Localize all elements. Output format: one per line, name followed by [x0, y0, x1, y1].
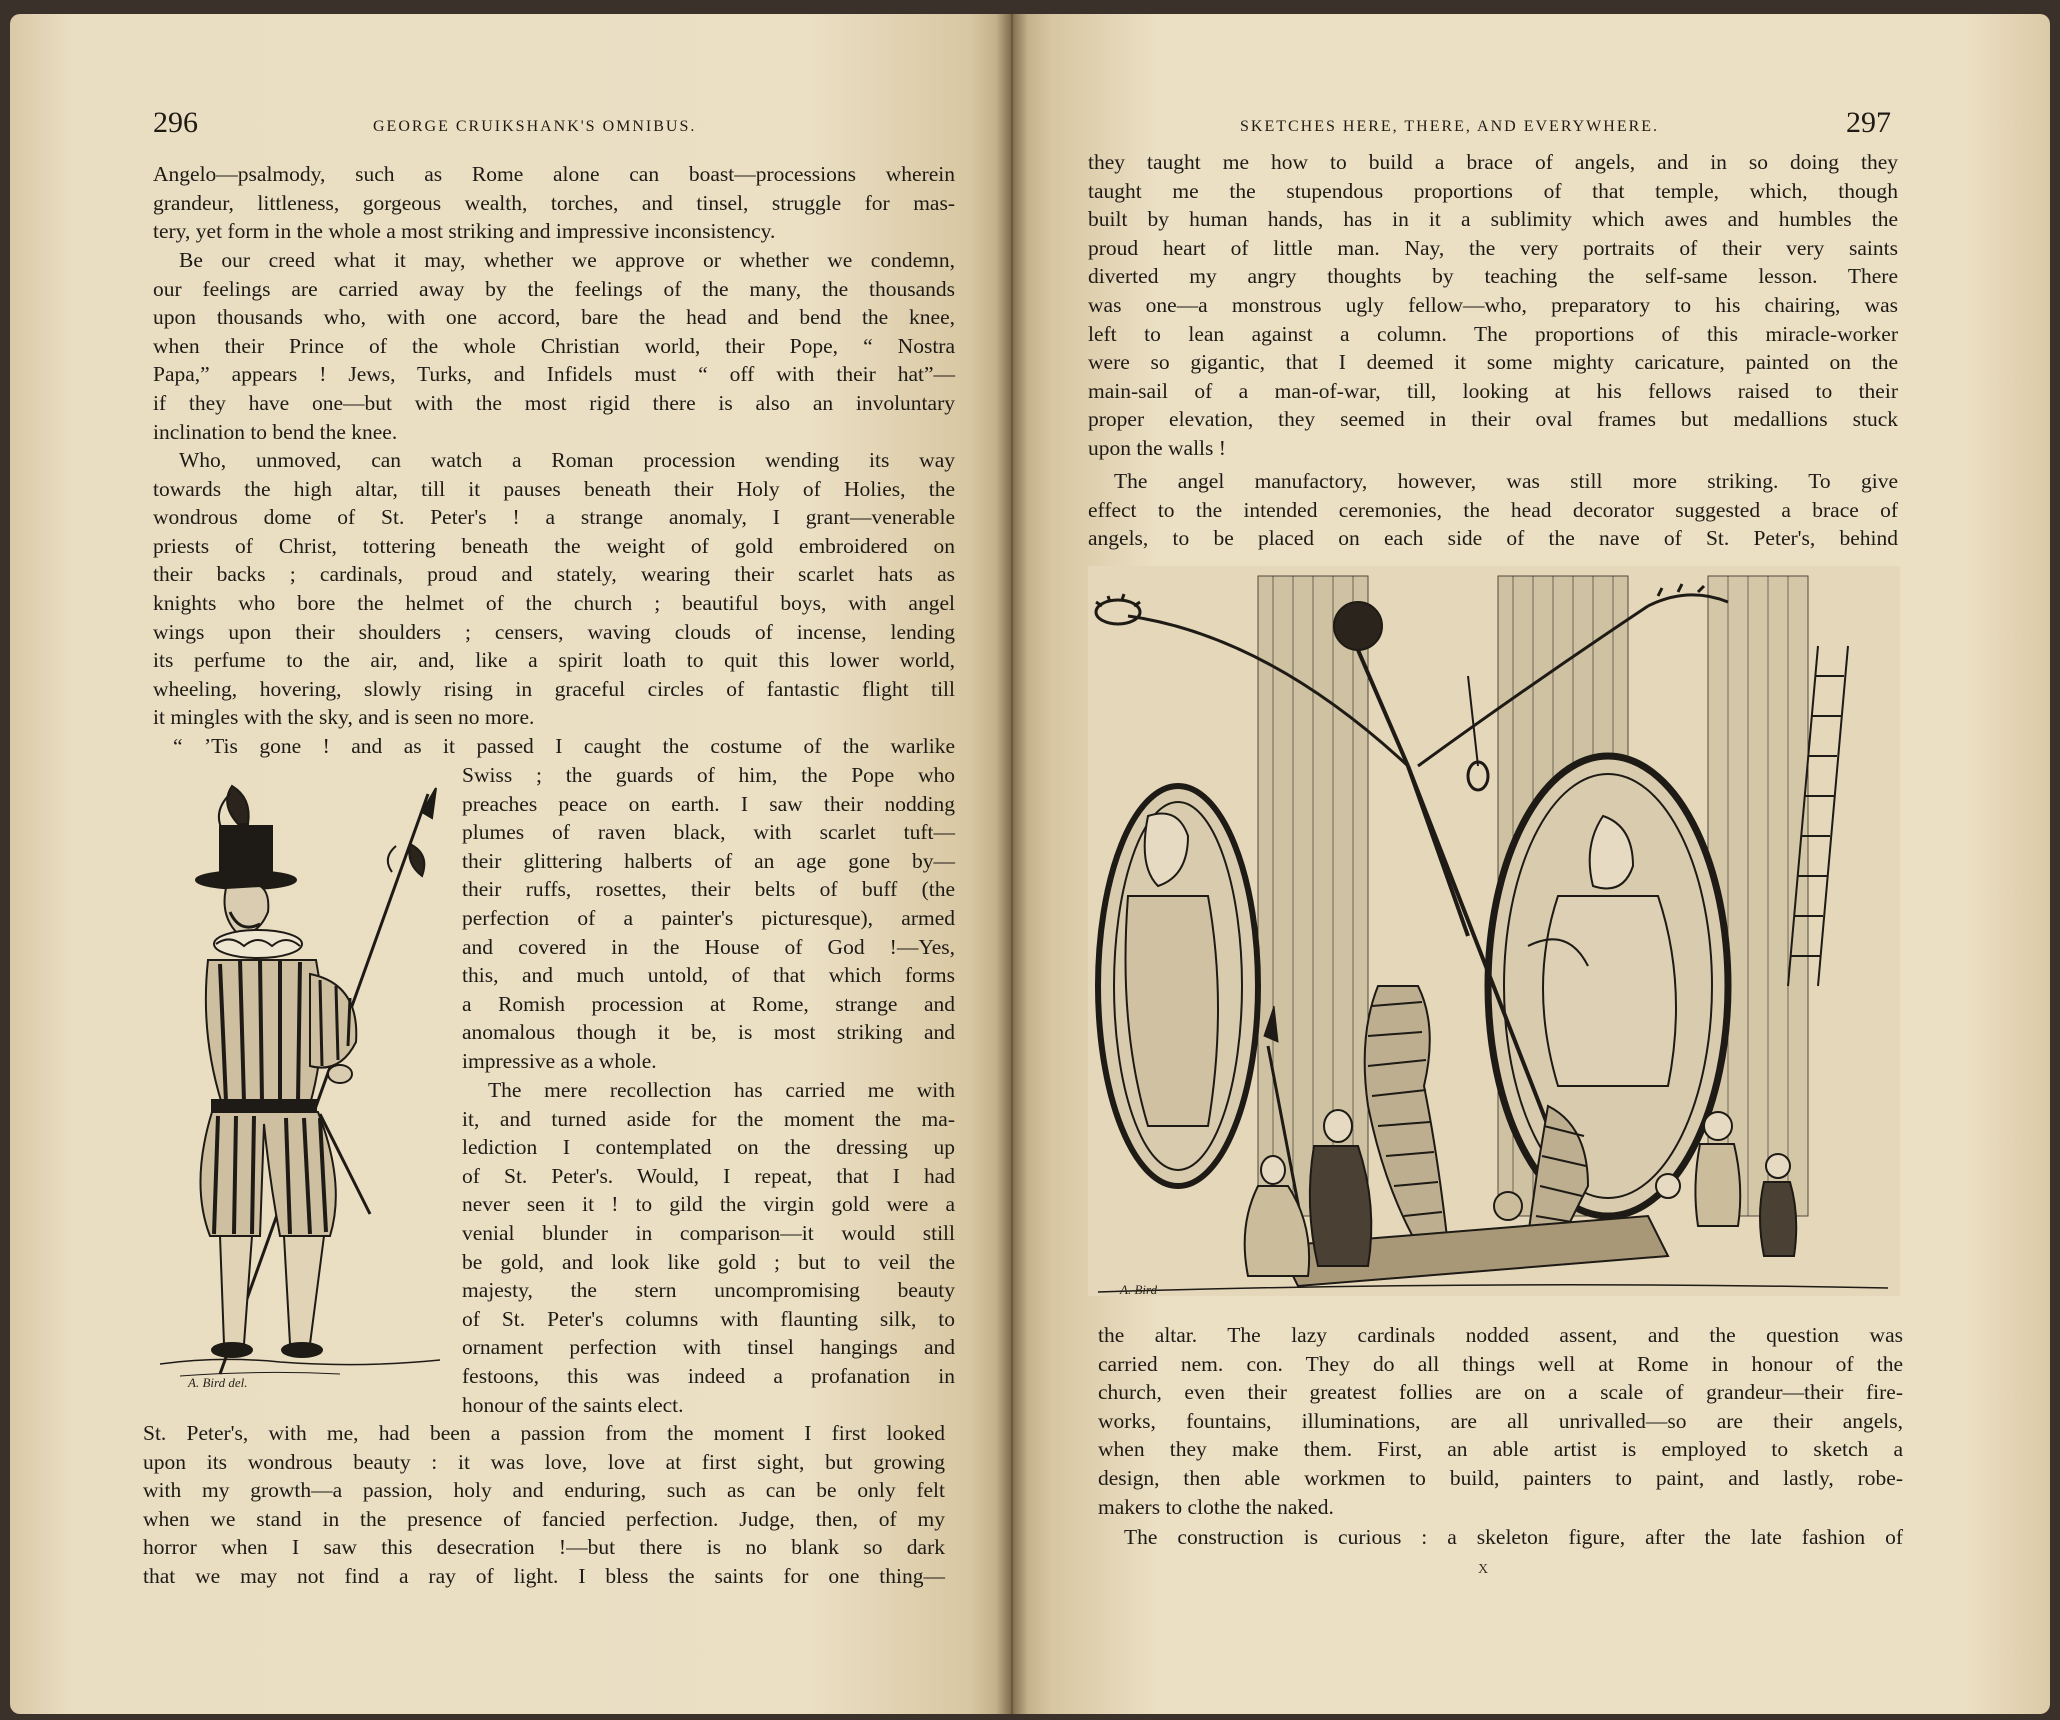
text-line: of St. Peter's columns with flaunting silk, to	[462, 1306, 955, 1331]
text-line: knights who bore the helmet of the church ; beautiful boys, with angel	[153, 590, 955, 615]
text-line: venial blunder in comparison—it would still	[462, 1220, 955, 1245]
right-paragraph-3	[1098, 1321, 1903, 1521]
left-figure-caption: A. Bird del.	[188, 1375, 248, 1390]
text-line: that we may not find a ray of light. I bless the saints for one thing—	[143, 1563, 945, 1588]
left-running-head: GEORGE CRUIKSHANK'S OMNIBUS.	[373, 118, 697, 135]
left-paragraph-4-first-line	[173, 732, 955, 761]
text-line: effect to the intended ceremonies, the head decorator suggested a brace of	[1088, 497, 1898, 522]
left-paragraph-5-wrap	[462, 1076, 955, 1419]
text-line: anomalous though it be, is most striking and	[462, 1020, 955, 1045]
swiss-guard-illustration	[160, 784, 450, 1394]
text-line: taught me the stupendous proportions of that temple, which, though	[1088, 178, 1898, 203]
left-paragraph-2	[153, 246, 955, 446]
left-page	[10, 14, 1010, 1714]
text-line: main-sail of a man-of-war, till, looking at his fellows raised to their	[1088, 378, 1898, 403]
text-line: perfection of a painter's picturesque), armed	[462, 905, 955, 930]
angel-manufactory-illustration	[1088, 566, 1900, 1296]
text-line: design, then able workmen to build, painters to paint, and lastly, robe-	[1098, 1465, 1903, 1490]
text-line: our feelings are carried away by the feelings of the many, the thousands	[153, 276, 955, 301]
text-line: be gold, and look like gold ; but to veil the	[462, 1249, 955, 1274]
text-line: Papa,” appears ! Jews, Turks, and Infidels must “ off with their hat”—	[153, 362, 955, 387]
text-line: when their Prince of the whole Christian world, their Pope, “ Nostra	[153, 333, 955, 358]
text-line: it mingles with the sky, and is seen no more.	[153, 705, 535, 730]
text-line: angels, to be placed on each side of the nave of St. Peter's, behind	[1088, 526, 1898, 551]
text-line: proper elevation, they seemed in their oval frames but medallions stuck	[1088, 407, 1898, 432]
right-folio: 297	[1846, 106, 1891, 139]
text-line: “ ’Tis gone ! and as it passed I caught the costume of the warlike	[173, 734, 955, 758]
text-line: when we stand in the presence of fancied perfection. Judge, then, of my	[143, 1506, 945, 1531]
text-line: were so gigantic, that I deemed it some mighty caricature, painted on the	[1088, 350, 1898, 375]
text-line: proud heart of little man. Nay, the very portraits of their very saints	[1088, 235, 1898, 260]
left-paragraph-1	[153, 160, 955, 246]
text-line: preaches peace on earth. I saw their nodding	[462, 791, 955, 816]
left-paragraph-3	[153, 446, 955, 732]
text-line: their ruffs, rosettes, their belts of buff (the	[462, 877, 955, 902]
text-line: the altar. The lazy cardinals nodded assent, and the question was	[1098, 1323, 1903, 1347]
text-line: priests of Christ, tottering beneath the weight of gold embroidered on	[153, 533, 955, 558]
right-running-head: SKETCHES HERE, THERE, AND EVERYWHERE.	[1240, 118, 1660, 135]
text-line: their backs ; cardinals, proud and stately, wearing their scarlet hats as	[153, 562, 955, 587]
text-line: they taught me how to build a brace of angels, and in so doing they	[1088, 150, 1898, 174]
text-line: St. Peter's, with me, had been a passion from the moment I first looked	[143, 1421, 945, 1445]
text-line: The angel manufactory, however, was still more striking. To give	[1114, 469, 1898, 493]
text-line: The construction is curious : a skeleton figure, after the late fashion of	[1124, 1525, 1903, 1549]
text-line: Swiss ; the guards of him, the Pope who	[462, 763, 955, 787]
text-line: tery, yet form in the whole a most striking and impressive inconsistency.	[153, 219, 776, 244]
text-line: honour of the saints elect.	[462, 1392, 684, 1417]
text-line: Be our creed what it may, whether we approve or whether we condemn,	[179, 248, 955, 272]
text-line: makers to clothe the naked.	[1098, 1494, 1334, 1519]
right-figure-caption: A. Bird	[1120, 1282, 1158, 1297]
text-line: grandeur, littleness, gorgeous wealth, torches, and tinsel, struggle for mas-	[153, 190, 955, 215]
text-line: horror when I saw this desecration !—but there is no blank so dark	[143, 1535, 945, 1560]
text-line: this, and much untold, of that which forms	[462, 963, 955, 988]
right-page	[1010, 14, 2050, 1714]
text-line: festoons, this was indeed a profanation in	[462, 1363, 955, 1388]
text-line: ornament perfection with tinsel hangings and	[462, 1335, 955, 1360]
right-paragraph-4	[1098, 1523, 1903, 1552]
text-line: lediction I contemplated on the dressing up	[462, 1135, 955, 1160]
text-line: left to lean against a column. The proportions of this miracle-worker	[1088, 321, 1898, 346]
text-line: of St. Peter's. Would, I repeat, that I had	[462, 1163, 955, 1188]
text-line: carried nem. con. They do all things well at Rome in honour of the	[1098, 1351, 1903, 1376]
text-line: its perfume to the air, and, like a spirit loath to quit this lower world,	[153, 648, 955, 673]
text-line: Angelo—psalmody, such as Rome alone can boast—processions wherein	[153, 162, 955, 186]
text-line: and covered in the House of God !—Yes,	[462, 934, 955, 959]
text-line: upon the walls !	[1088, 435, 1226, 460]
right-paragraph-1	[1088, 148, 1898, 463]
text-line: impressive as a whole.	[462, 1048, 657, 1073]
text-line: it, and turned aside for the moment the ma-	[462, 1106, 955, 1131]
text-line: works, fountains, illuminations, are all unrivalled—so are their angels,	[1098, 1408, 1903, 1433]
right-paragraph-2	[1088, 467, 1898, 553]
text-line: upon its wondrous beauty : it was love, love at first sight, but growing	[143, 1449, 945, 1474]
text-line: a Romish procession at Rome, strange and	[462, 991, 955, 1016]
left-paragraph-6	[143, 1419, 945, 1591]
text-line: wondrous dome of St. Peter's ! a strange anomaly, I grant—venerable	[153, 505, 955, 530]
text-line: Who, unmoved, can watch a Roman procession wending its way	[179, 448, 955, 472]
text-line: was one—a monstrous ugly fellow—who, preparatory to his chairing, was	[1088, 292, 1898, 317]
text-line: their glittering halberts of an age gone by—	[462, 848, 955, 873]
text-line: towards the high altar, till it pauses beneath their Holy of Holies, the	[153, 476, 955, 501]
text-line: upon thousands who, with one accord, bare the head and bend the knee,	[153, 305, 955, 330]
text-line: inclination to bend the knee.	[153, 419, 398, 444]
text-line: never seen it ! to gild the virgin gold were a	[462, 1192, 955, 1217]
text-line: church, even their greatest follies are on a scale of grandeur—their fire-	[1098, 1380, 1903, 1405]
text-line: plumes of raven black, with scarlet tuft—	[462, 820, 955, 845]
text-line: when they make them. First, an able artist is employed to sketch a	[1098, 1437, 1903, 1462]
text-line: majesty, the stern uncompromising beauty	[462, 1278, 955, 1303]
text-line: with my growth—a passion, holy and enduring, such as can be only felt	[143, 1478, 945, 1503]
text-line: wheeling, hovering, slowly rising in graceful circles of fantastic flight till	[153, 676, 955, 701]
text-line: wings upon their shoulders ; censers, waving clouds of incense, lending	[153, 619, 955, 644]
text-line: built by human hands, has in it a sublimity which awes and humbles the	[1088, 207, 1898, 232]
signature-mark: X	[1478, 1562, 1489, 1577]
left-folio: 296	[153, 106, 198, 139]
text-line: The mere recollection has carried me with	[488, 1078, 955, 1102]
left-paragraph-4-wrap	[462, 761, 955, 1076]
text-line: diverted my angry thoughts by teaching the self-same lesson. There	[1088, 264, 1898, 289]
text-line: if they have one—but with the most rigid there is also an involuntary	[153, 390, 955, 415]
